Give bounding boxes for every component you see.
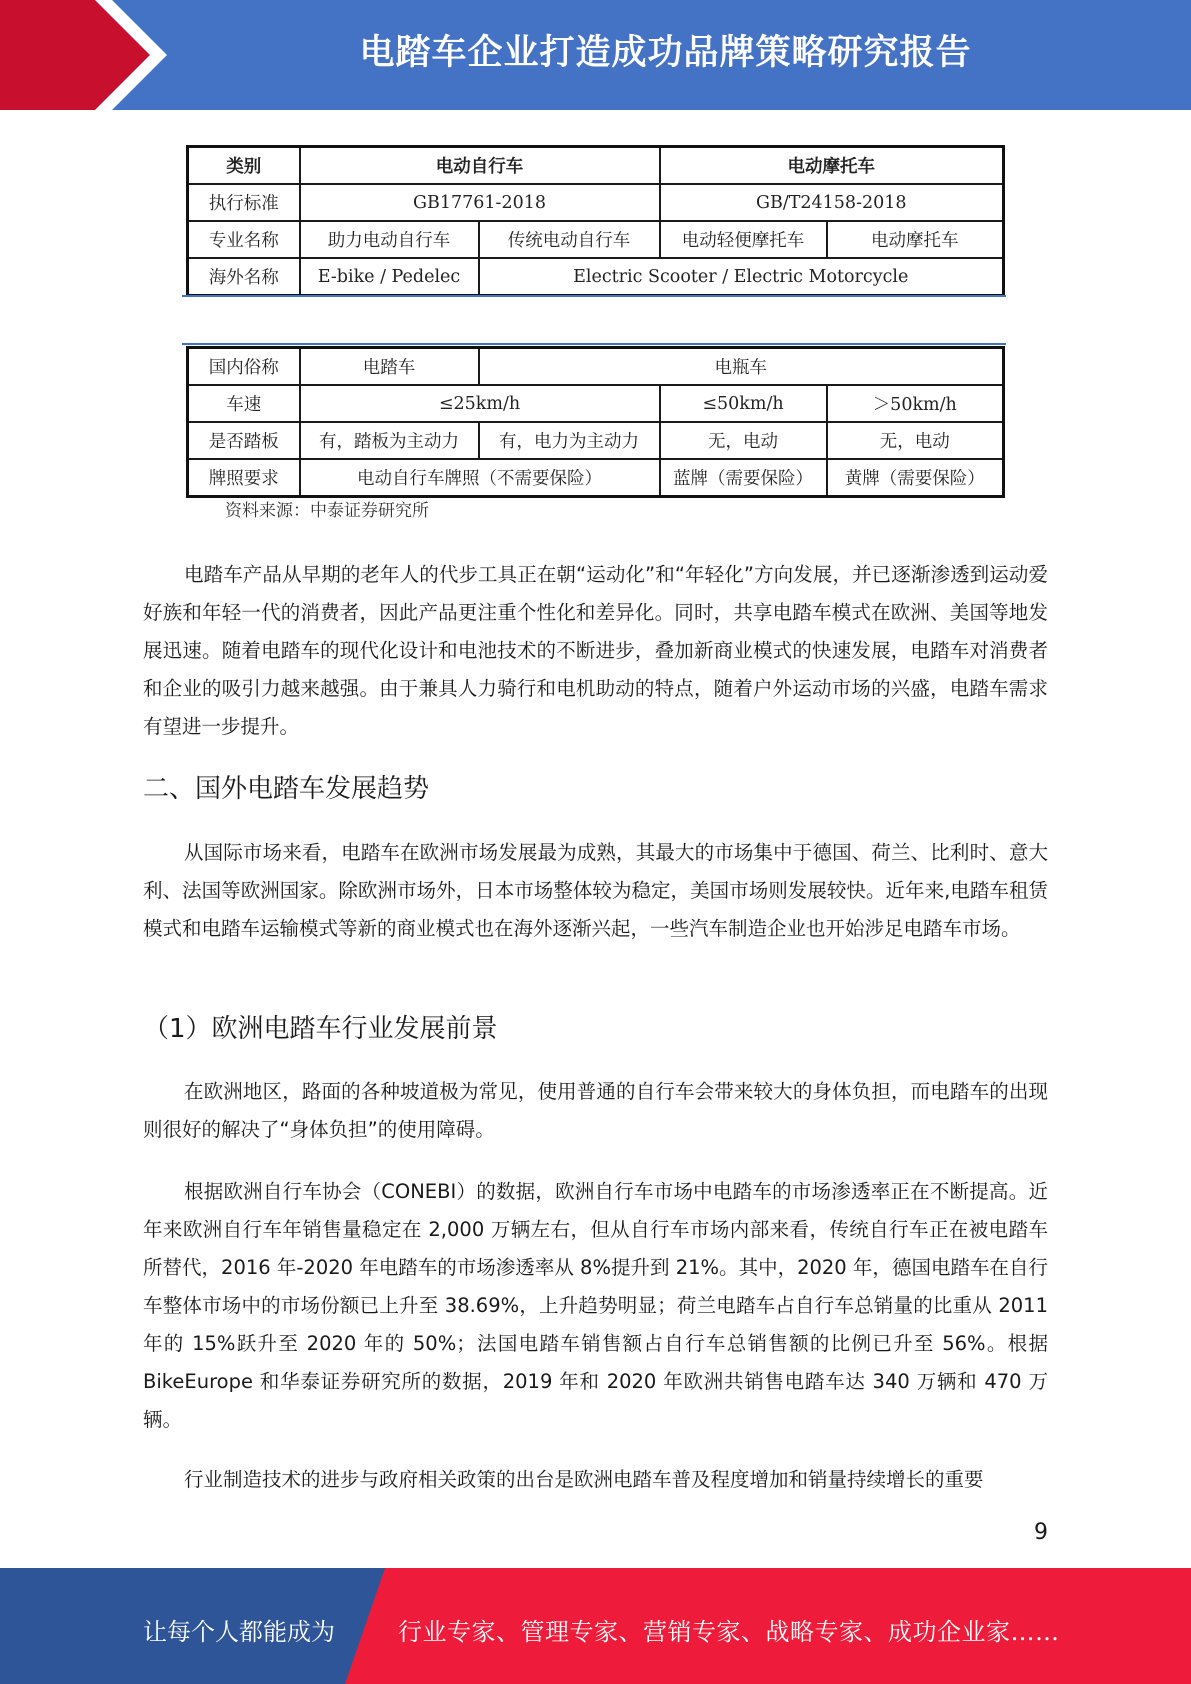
table-cell: 车速	[188, 385, 300, 422]
paragraph: 行业制造技术的进步与政府相关政策的出台是欧洲电踏车普及程度增加和销量持续增长的重要	[184, 1468, 984, 1491]
table-source-note: 资料来源：中泰证券研究所	[225, 501, 429, 521]
table-cell: 海外名称	[188, 258, 300, 296]
paragraph: 根据欧洲自行车协会（CONEBI）的数据，欧洲自行车市场中电踏车的市场渗透率正在不断提高。近年来欧洲自行车年销售量稳定在 2,000 万辆左右，但从自行车市场内部来看，传统自行车正在被电踏车所替代，2016 年-2020 年电踏车的市场渗透率从 8%提升到 21%。其中，2020 年，德国电踏车在自行车整体市场中的市场份额已上升至 38.69%，上升趋势明显；荷兰电踏车占自行车总销量的比重从 2011 年的 15%跃升至 2020 年的 50%；法国电踏车销售额占自行车总销售额的比例已升至 56%。根据 BikeEurope 和华泰证券研究所的数据，2019 年和 2020 年欧洲共销售电踏车达 340 万辆和 470 万辆。	[143, 1180, 1048, 1431]
table-cell: 传统电动自行车	[479, 221, 660, 258]
table-cell: 蓝牌（需要保险）	[660, 459, 827, 497]
table-row	[188, 422, 1004, 459]
table-cell: E-bike / Pedelec	[300, 258, 479, 296]
table-cell: GB/T24158-2018	[660, 184, 1004, 221]
subsection-heading: （1）欧洲电踏车行业发展前景	[143, 1014, 498, 1044]
table-cell: 无，电动	[827, 422, 1004, 459]
table-cell: 专业名称	[188, 221, 300, 258]
table-cell: GB17761-2018	[300, 184, 660, 221]
table-row	[188, 147, 1004, 185]
table-cell: 无，电动	[660, 422, 827, 459]
vehicle-category-table	[186, 145, 1005, 297]
paragraph: 在欧洲地区，路面的各种坡道极为常见，使用普通的自行车会带来较大的身体负担，而电踏车的出现则很好的解决了“身体负担”的使用障碍。	[143, 1080, 1048, 1141]
table-cell: ≤25km/h	[300, 385, 660, 422]
table-row	[188, 221, 1004, 258]
vehicle-regulation-table	[186, 346, 1005, 498]
table-cell: 黄牌（需要保险）	[827, 459, 1004, 497]
paragraph: 电踏车产品从早期的老年人的代步工具正在朝“运动化”和“年轻化”方向发展，并已逐渐渗透到运动爱好族和年轻一代的消费者，因此产品更注重个性化和差异化。同时，共享电踏车模式在欧洲、美国等地发展迅速。随着电踏车的现代化设计和电池技术的不断进步，叠加新商业模式的快速发展，电踏车对消费者和企业的吸引力越来越强。由于兼具人力骑行和电机助动的特点，随着户外运动市场的兴盛，电踏车需求有望进一步提升。	[143, 563, 1048, 738]
table-cell: 电动自行车牌照（不需要保险）	[300, 459, 660, 497]
table-cell: 有，电力为主动力	[479, 422, 660, 459]
footer-slogan-right: 行业专家、管理专家、营销专家、战略专家、成功企业家……	[398, 1618, 1060, 1646]
page-number: 9	[1034, 1520, 1048, 1545]
table-cell: ≤50km/h	[660, 385, 827, 422]
table-cell: 电动摩托车	[660, 147, 1004, 185]
table-cell: 电瓶车	[479, 348, 1004, 386]
table-cell: 有，踏板为主动力	[300, 422, 479, 459]
table-cell: 类别	[188, 147, 300, 185]
table-cell: 电踏车	[300, 348, 479, 386]
table-cell: 电动自行车	[300, 147, 660, 185]
table-row	[188, 258, 1004, 296]
header-chevron-decoration	[0, 0, 200, 110]
table-cell: 是否踏板	[188, 422, 300, 459]
header-band	[0, 0, 1191, 110]
table-cell: Electric Scooter / Electric Motorcycle	[479, 258, 1004, 296]
table-row	[188, 348, 1004, 386]
section-heading: 二、国外电踏车发展趋势	[143, 774, 430, 804]
table-row	[188, 184, 1004, 221]
table-cell: 助力电动自行车	[300, 221, 479, 258]
table-cell: 执行标准	[188, 184, 300, 221]
table-row	[188, 459, 1004, 497]
table-cell: 国内俗称	[188, 348, 300, 386]
table-cell: 牌照要求	[188, 459, 300, 497]
table-cell: 电动轻便摩托车	[660, 221, 827, 258]
report-title: 电踏车企业打造成功品牌策略研究报告	[359, 33, 972, 73]
table-divider	[182, 343, 1006, 345]
table-divider	[182, 295, 1006, 297]
table-row	[188, 385, 1004, 422]
footer-slogan-left: 让每个人都能成为	[143, 1618, 335, 1646]
table-cell: ＞50km/h	[827, 385, 1004, 422]
paragraph: 从国际市场来看，电踏车在欧洲市场发展最为成熟，其最大的市场集中于德国、荷兰、比利时、意大利、法国等欧洲国家。除欧洲市场外，日本市场整体较为稳定，美国市场则发展较快。近年来,电踏车租赁模式和电踏车运输模式等新的商业模式也在海外逐渐兴起，一些汽车制造企业也开始涉足电踏车市场。	[143, 841, 1048, 940]
table-cell: 电动摩托车	[827, 221, 1004, 258]
